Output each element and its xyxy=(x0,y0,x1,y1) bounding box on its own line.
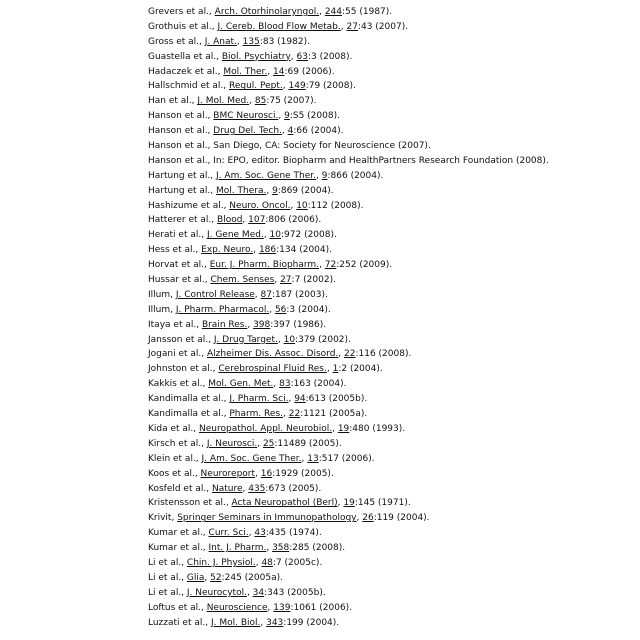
reference-entry: Hatterer et al., Blood, 107:806 (2006). xyxy=(148,213,628,228)
reference-entry: Hashizume et al., Neuro. Oncol., 10:112 (2008). xyxy=(148,199,628,214)
reference-entry: Krivit, Springer Seminars in Immunopathology, 26:119 (2004). xyxy=(148,511,628,526)
journal-link[interactable]: J. Gene Med. xyxy=(207,230,264,240)
journal-link[interactable]: Biol. Psychiatry xyxy=(222,52,291,62)
journal-link[interactable]: Neuropathol. Appl. Neurobiol. xyxy=(199,424,332,434)
reference-entry: Han et al., J. Mol. Med., 85:75 (2007). xyxy=(148,94,628,109)
journal-link[interactable]: Chin. J. Physiol. xyxy=(187,558,256,568)
volume-link[interactable]: 139 xyxy=(273,603,290,613)
volume-link[interactable]: 358 xyxy=(272,543,289,553)
reference-list xyxy=(148,5,628,630)
volume-link[interactable]: 27 xyxy=(280,275,291,285)
volume-link[interactable]: 9 xyxy=(284,111,290,121)
volume-link[interactable]: 25 xyxy=(263,439,274,449)
reference-entry: Koos et al., Neuroreport, 16:1929 (2005). xyxy=(148,467,628,482)
reference-entry: Hanson et al., San Diego, CA: Society for Neuroscience (2007). xyxy=(148,139,628,154)
volume-link[interactable]: 14 xyxy=(273,67,284,77)
reference-entry: Kandimalla et al., J. Pharm. Sci., 94:613 (2005b). xyxy=(148,392,628,407)
journal-link[interactable]: J. Drug Target. xyxy=(214,335,278,345)
reference-entry: Kumar et al., Int. J. Pharm., 358:285 (2008). xyxy=(148,541,628,556)
volume-link[interactable]: 149 xyxy=(289,81,306,91)
reference-entry: Kakkis et al., Mol. Gen. Met., 83:163 (2004). xyxy=(148,377,628,392)
volume-link[interactable]: 10 xyxy=(270,230,281,240)
reference-entry: Li et al., Chin. J. Physiol., 48:7 (2005c). xyxy=(148,556,628,571)
volume-link[interactable]: 1 xyxy=(333,364,339,374)
journal-link[interactable]: Mol. Thera. xyxy=(216,186,266,196)
volume-link[interactable]: 398 xyxy=(253,320,270,330)
journal-link[interactable]: Cerebrospinal Fluid Res. xyxy=(218,364,326,374)
volume-link[interactable]: 16 xyxy=(261,469,272,479)
journal-link[interactable]: Blood xyxy=(217,215,242,225)
reference-entry: Hallschmid et al., Regul. Pept., 149:79 (2008). xyxy=(148,79,628,94)
reference-entry: Hartung et al., J. Am. Soc. Gene Ther., 9:866 (2004). xyxy=(148,169,628,184)
volume-link[interactable]: 4 xyxy=(288,126,294,136)
volume-link[interactable]: 9 xyxy=(272,186,278,196)
journal-link[interactable]: J. Mol. Med. xyxy=(197,96,249,106)
journal-link[interactable]: Glia xyxy=(187,573,205,583)
journal-link[interactable]: BMC Neurosci. xyxy=(213,111,278,121)
journal-link[interactable]: Arch. Otorhinolaryngol. xyxy=(215,7,319,17)
reference-entry: Itaya et al., Brain Res., 398:397 (1986). xyxy=(148,318,628,333)
journal-link[interactable]: Springer Seminars in Immunopathology xyxy=(177,513,356,523)
reference-entry: Horvat et al., Eur. J. Pharm. Biopharm., 72:252 (2009). xyxy=(148,258,628,273)
volume-link[interactable]: 135 xyxy=(243,37,260,47)
reference-entry: Johnston et al., Cerebrospinal Fluid Res., 1:2 (2004). xyxy=(148,362,628,377)
journal-link[interactable]: J. Am. Soc. Gene Ther. xyxy=(216,171,316,181)
journal-link[interactable]: Acta Neuropathol (Berl) xyxy=(232,498,338,508)
journal-link[interactable]: J. Am. Soc. Gene Ther. xyxy=(202,454,302,464)
journal-link[interactable]: J. Neurocytol. xyxy=(187,588,247,598)
volume-link[interactable]: 13 xyxy=(307,454,318,464)
volume-link[interactable]: 107 xyxy=(248,215,265,225)
reference-entry: Hanson et al., BMC Neurosci., 9:S5 (2008). xyxy=(148,109,628,124)
journal-link[interactable]: Neuro. Oncol. xyxy=(229,201,290,211)
journal-link[interactable]: Neuroreport xyxy=(201,469,255,479)
journal-link[interactable]: Neuroscience xyxy=(207,603,268,613)
volume-link[interactable]: 19 xyxy=(338,424,349,434)
reference-entry: Jogani et al., Alzheimer Dis. Assoc. Disord., 22:116 (2008). xyxy=(148,347,628,362)
volume-link[interactable]: 94 xyxy=(294,394,305,404)
reference-entry: Hartung et al., Mol. Thera., 9:869 (2004). xyxy=(148,184,628,199)
journal-link[interactable]: Brain Res. xyxy=(202,320,247,330)
journal-link[interactable]: J. Anat. xyxy=(205,37,237,47)
journal-link[interactable]: Pharm. Res. xyxy=(229,409,283,419)
journal-link[interactable]: J. Cereb. Blood Flow Metab. xyxy=(218,22,341,32)
journal-link[interactable]: J. Control Release xyxy=(176,290,255,300)
reference-entry: Li et al., J. Neurocytol., 34:343 (2005b). xyxy=(148,586,628,601)
journal-link[interactable]: Chem. Senses xyxy=(210,275,274,285)
reference-entry: Jansson et al., J. Drug Target., 10:379 (2002). xyxy=(148,333,628,348)
reference-entry: Grothuis et al., J. Cereb. Blood Flow Metab., 27:43 (2007). xyxy=(148,20,628,35)
volume-link[interactable]: 63 xyxy=(297,52,308,62)
reference-entry: Kristensson et al., Acta Neuropathol (Berl), 19:145 (1971). xyxy=(148,496,628,511)
journal-link[interactable]: Eur. J. Pharm. Biopharm. xyxy=(210,260,319,270)
volume-link[interactable]: 186 xyxy=(259,245,276,255)
journal-link[interactable]: Nature xyxy=(212,484,243,494)
reference-entry: Herati et al., J. Gene Med., 10:972 (2008). xyxy=(148,228,628,243)
volume-link[interactable]: 72 xyxy=(325,260,336,270)
reference-entry: Loftus et al., Neuroscience, 139:1061 (2006). xyxy=(148,601,628,616)
volume-link[interactable]: 26 xyxy=(362,513,373,523)
volume-link[interactable]: 19 xyxy=(343,498,354,508)
reference-entry: Hanson et al., Drug Del. Tech., 4:66 (2004). xyxy=(148,124,628,139)
volume-link[interactable]: 343 xyxy=(266,618,283,628)
volume-link[interactable]: 22 xyxy=(344,349,355,359)
volume-link[interactable]: 48 xyxy=(261,558,272,568)
reference-entry: Li et al., Glia, 52:245 (2005a). xyxy=(148,571,628,586)
volume-link[interactable]: 27 xyxy=(347,22,358,32)
volume-link[interactable]: 83 xyxy=(279,379,290,389)
reference-entry: Guastella et al., Biol. Psychiatry, 63:3 (2008). xyxy=(148,50,628,65)
reference-entry: Hussar et al., Chem. Senses, 27:7 (2002). xyxy=(148,273,628,288)
journal-link[interactable]: Regul. Pept. xyxy=(229,81,283,91)
journal-link[interactable]: Alzheimer Dis. Assoc. Disord. xyxy=(207,349,338,359)
volume-link[interactable]: 22 xyxy=(289,409,300,419)
volume-link[interactable]: 10 xyxy=(296,201,307,211)
reference-entry: Kosfeld et al., Nature, 435:673 (2005). xyxy=(148,482,628,497)
volume-link[interactable]: 244 xyxy=(325,7,342,17)
volume-link[interactable]: 52 xyxy=(210,573,221,583)
journal-link[interactable]: Int. J. Pharm. xyxy=(209,543,267,553)
reference-entry: Hanson et al., In: EPO, editor. Biopharm and HealthPartners Research Foundation (2008). xyxy=(148,154,628,169)
reference-entry: Kandimalla et al., Pharm. Res., 22:1121 (2005a). xyxy=(148,407,628,422)
reference-entry: Gross et al., J. Anat., 135:83 (1982). xyxy=(148,35,628,50)
reference-entry: Hess et al., Exp. Neuro., 186:134 (2004). xyxy=(148,243,628,258)
reference-entry: Hadaczek et al., Mol. Ther., 14:69 (2006). xyxy=(148,65,628,80)
volume-link[interactable]: 43 xyxy=(254,528,265,538)
reference-entry: Kumar et al., Curr. Sci., 43:435 (1974). xyxy=(148,526,628,541)
volume-link[interactable]: 9 xyxy=(322,171,328,181)
reference-entry: Kirsch et al., J. Neurosci., 25:11489 (2005). xyxy=(148,437,628,452)
volume-link[interactable]: 56 xyxy=(275,305,286,315)
reference-entry: Klein et al., J. Am. Soc. Gene Ther., 13:517 (2006). xyxy=(148,452,628,467)
reference-entry: Grevers et al., Arch. Otorhinolaryngol., 244:55 (1987). xyxy=(148,5,628,20)
volume-link[interactable]: 85 xyxy=(255,96,266,106)
journal-link[interactable]: Curr. Sci. xyxy=(209,528,249,538)
reference-entry: Kida et al., Neuropathol. Appl. Neurobiol., 19:480 (1993). xyxy=(148,422,628,437)
journal-link[interactable]: J. Mol. Biol. xyxy=(211,618,260,628)
reference-entry: Illum, J. Pharm. Pharmacol., 56:3 (2004). xyxy=(148,303,628,318)
journal-link[interactable]: J. Pharm. Sci. xyxy=(229,394,288,404)
journal-link[interactable]: Exp. Neuro. xyxy=(201,245,253,255)
volume-link[interactable]: 10 xyxy=(284,335,295,345)
reference-entry: Illum, J. Control Release, 87:187 (2003). xyxy=(148,288,628,303)
journal-link[interactable]: Drug Del. Tech. xyxy=(213,126,282,136)
journal-link[interactable]: J. Neurosci. xyxy=(207,439,257,449)
volume-link[interactable]: 435 xyxy=(248,484,265,494)
volume-link[interactable]: 34 xyxy=(253,588,264,598)
reference-entry: Luzzati et al., J. Mol. Biol., 343:199 (2004). xyxy=(148,616,628,631)
journal-link[interactable]: Mol. Gen. Met. xyxy=(208,379,273,389)
volume-link[interactable]: 87 xyxy=(261,290,272,300)
journal-link[interactable]: Mol. Ther. xyxy=(223,67,267,77)
journal-link[interactable]: J. Pharm. Pharmacol. xyxy=(176,305,269,315)
